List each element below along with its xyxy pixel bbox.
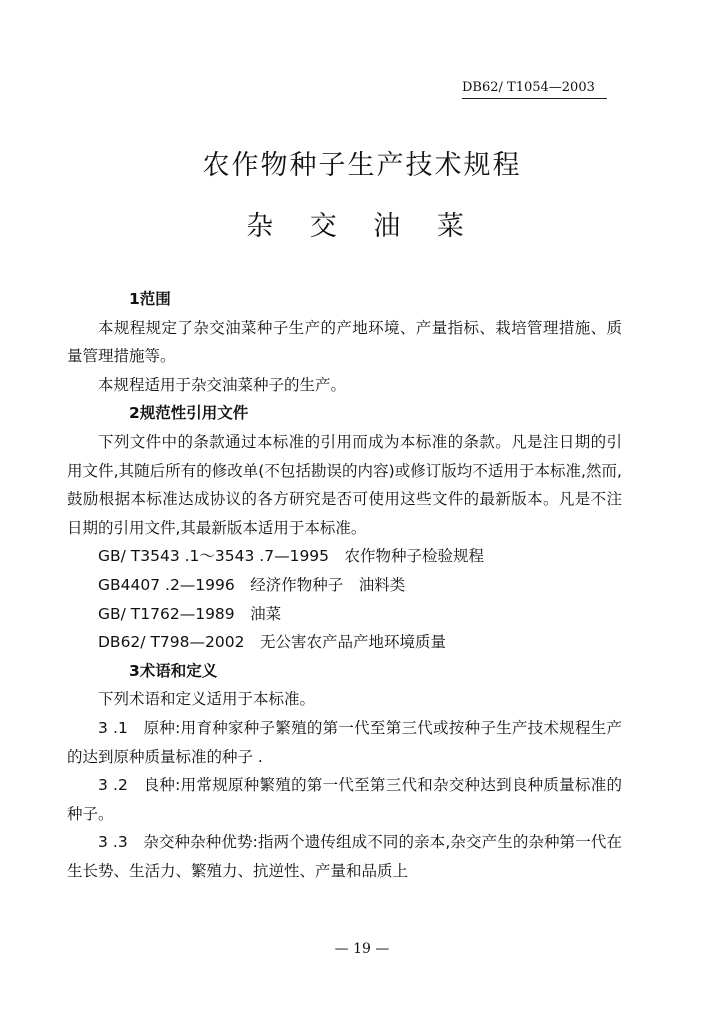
- definition-item: [67, 828, 622, 885]
- reference-title: 经济作物种子 油料类: [250, 575, 406, 594]
- section-number: 3: [129, 661, 140, 680]
- document-body: [67, 285, 622, 885]
- definition-number: 3 .1: [98, 718, 128, 737]
- definition-text: 原种:用育种家种子繁殖的第一代至第三代或按种子生产技术规程生产的达到原种质量标准的种子 .: [67, 718, 622, 766]
- reference-code: DB62/ T798—2002: [98, 633, 245, 652]
- reference-item: [67, 628, 622, 657]
- section-number: 1: [129, 290, 140, 308]
- reference-title: 油菜: [250, 604, 282, 623]
- section-heading-terms: [67, 657, 622, 686]
- reference-item: [67, 542, 622, 571]
- section-title: 范围: [139, 290, 171, 308]
- section-heading-references: [67, 399, 622, 428]
- section-title: 规范性引用文件: [139, 404, 249, 423]
- definition-text: 良种:用常规原种繁殖的第一代至第三代和杂交种达到良种质量标准的种子。: [67, 776, 622, 823]
- section-title: 术语和定义: [139, 661, 218, 680]
- reference-code: GB/ T1762—1989: [98, 604, 235, 623]
- reference-code: GB4407 .2—1996: [98, 575, 235, 594]
- reference-code: GB/ T3543 .1～3543 .7—1995: [98, 547, 330, 566]
- document-title: 农作物种子生产技术规程: [202, 150, 522, 181]
- definition-item: [67, 771, 622, 828]
- document-subtitle: 杂 交 油 菜: [246, 211, 478, 242]
- section-heading-scope: [67, 285, 622, 314]
- reference-title: 无公害农产品产地环境质量: [259, 633, 446, 652]
- definition-number: 3 .3: [98, 833, 128, 852]
- reference-item: [67, 571, 622, 600]
- page-number: — 19 —: [334, 941, 390, 957]
- paragraph: 本规程规定了杂交油菜种子生产的产地环境、产量指标、栽培管理措施、质量管理措施等。: [67, 318, 622, 366]
- document-code: DB62/ T1054—2003: [462, 80, 607, 99]
- reference-item: [67, 600, 622, 629]
- section-number: 2: [129, 404, 140, 423]
- paragraph: 下列术语和定义适用于本标准。: [98, 690, 316, 709]
- reference-title: 农作物种子检验规程: [344, 547, 485, 566]
- definition-item: [67, 714, 622, 771]
- definition-text: 杂交种杂种优势:指两个遗传组成不同的亲本,杂交产生的杂种第一代在生长势、生活力、繁殖力、抗逆性、产量和品质上: [67, 833, 623, 880]
- paragraph: 本规程适用于杂交油菜种子的生产。: [98, 375, 347, 394]
- definition-number: 3 .2: [98, 776, 128, 795]
- paragraph: 下列文件中的条款通过本标准的引用而成为本标准的条款。凡是注日期的引用文件,其随后所有的修改单(不包括勘误的内容)或修订版均不适用于本标准,然而,鼓励根据本标准达成协议的各方研究是否可使用这些文件的最新版本。凡是不注日期的引用文件,其最新版本适用于本标准。: [67, 432, 622, 537]
